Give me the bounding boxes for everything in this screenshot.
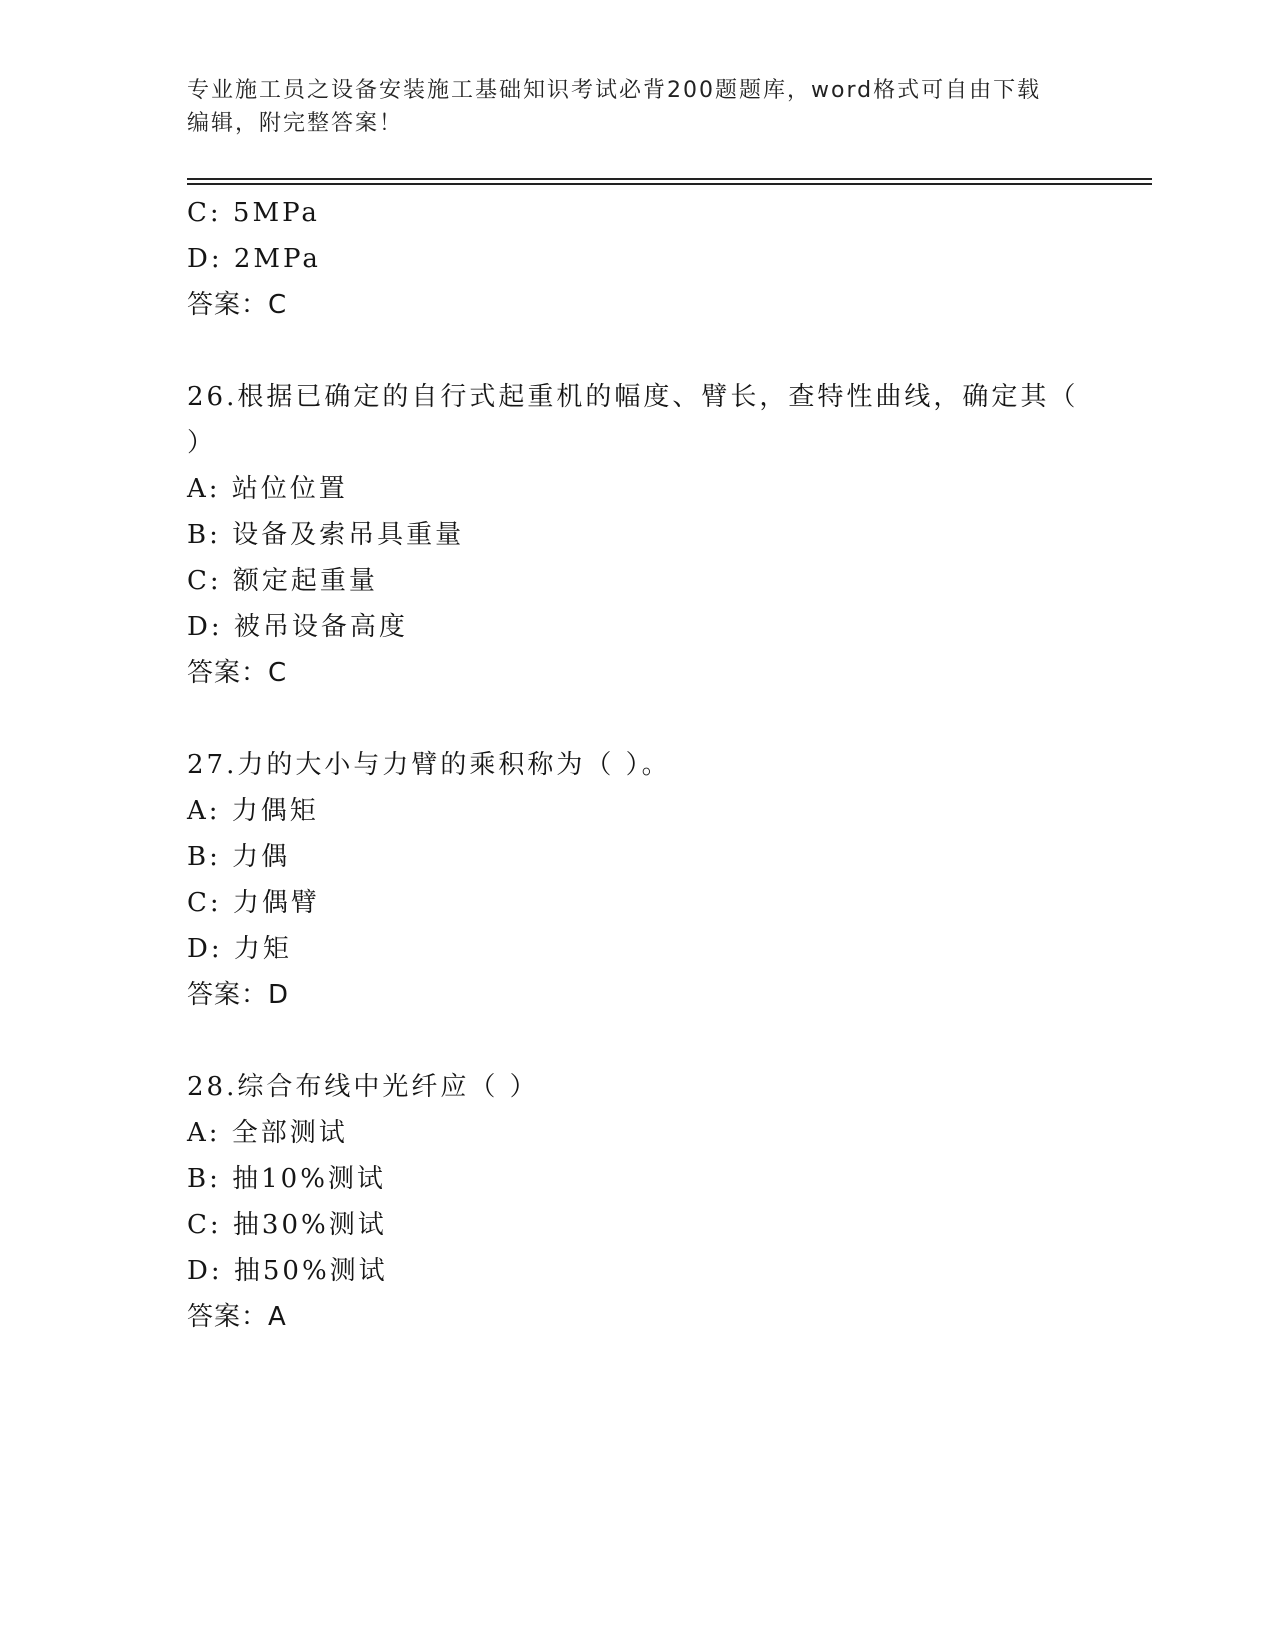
spacer	[187, 1018, 1107, 1064]
header-line-2: 编辑，附完整答案！	[187, 111, 404, 136]
option-b: B: 设备及索吊具重量	[187, 520, 465, 550]
question-stem-continued: ）	[187, 428, 217, 458]
question-28	[187, 1064, 1107, 1340]
option-b: B: 抽10%测试	[187, 1164, 386, 1194]
question-list	[187, 190, 1107, 1340]
answer-line: 答案：A	[187, 1302, 287, 1332]
answer-line: 答案：C	[187, 290, 288, 320]
answer-line: 答案：D	[187, 980, 290, 1010]
option-a: A: 力偶矩	[187, 796, 319, 826]
spacer	[187, 328, 1107, 374]
option-c: C: 5MPa	[187, 198, 320, 228]
option-c: C: 抽30%测试	[187, 1210, 387, 1240]
option-c: C: 力偶臂	[187, 888, 320, 918]
question-26	[187, 374, 1107, 696]
question-stem: 27.力的大小与力臂的乘积称为（ ）。	[187, 750, 671, 780]
spacer	[187, 696, 1107, 742]
header-divider-top	[187, 178, 1152, 180]
option-a: A: 站位位置	[187, 474, 348, 504]
question-stem: 26.根据已确定的自行式起重机的幅度、臂长，查特性曲线，确定其（	[187, 382, 1079, 412]
question-stem: 28.综合布线中光纤应（ ）	[187, 1072, 539, 1102]
document-header	[187, 74, 1087, 140]
option-d: D: 被吊设备高度	[187, 612, 408, 642]
option-b: B: 力偶	[187, 842, 291, 872]
answer-line: 答案：C	[187, 658, 288, 688]
option-d: D: 2MPa	[187, 244, 321, 274]
question-27	[187, 742, 1107, 1018]
header-divider-bottom	[187, 183, 1152, 185]
option-d: D: 力矩	[187, 934, 292, 964]
question-25-tail	[187, 190, 1107, 328]
option-d: D: 抽50%测试	[187, 1256, 388, 1286]
option-c: C: 额定起重量	[187, 566, 378, 596]
header-line-1: 专业施工员之设备安装施工基础知识考试必背200题题库，word格式可自由下载	[187, 78, 1042, 103]
option-a: A: 全部测试	[187, 1118, 348, 1148]
